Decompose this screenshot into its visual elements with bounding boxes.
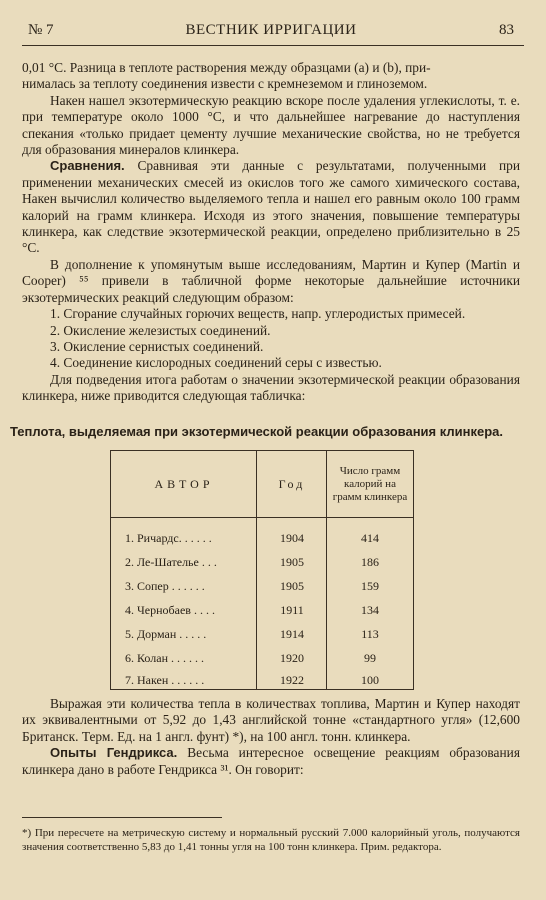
row-author: 5. Дорман . . . . .	[125, 627, 207, 641]
row-year: 1911	[280, 603, 304, 617]
row-value: 134	[361, 603, 379, 617]
paragraph-7-text: Весьма интересное освещение реакциям образования клинкера дано в работе Гендрикса ³¹. Он говорит:	[22, 745, 520, 777]
table-row	[111, 603, 413, 627]
table-row	[111, 627, 413, 651]
footnote: *) При пересчете на метрическую систему и нормальный русский 7.000 калорийный уголь, получаются значения соответственно 5,83 до 1,41 тонны угля на 100 тонн клинкера. Прим. редактора.	[22, 827, 520, 853]
row-author: 4. Чернобаев . . . .	[125, 603, 215, 617]
body-text-after-table	[22, 696, 520, 778]
list-item: 2. Окисление железистых соединений.	[50, 322, 271, 338]
header-value: Число грамм калорий на грамм клинкера	[332, 464, 408, 503]
row-year: 1922	[280, 673, 304, 687]
table-row	[111, 579, 413, 603]
row-value: 100	[361, 673, 379, 687]
paragraph-1-line-2: нималась за теплоту соединения извести с кремнеземом и глиноземом.	[22, 76, 428, 92]
table-row	[111, 651, 413, 675]
paragraph-1-line-1: 0,01 °C. Разница в теплоте растворения между образцами (a) и (b), при-	[22, 60, 431, 75]
footnote-rule	[22, 817, 222, 818]
table-title: Теплота, выделяемая при экзотермической реакции образования клинкера.	[10, 424, 504, 439]
row-year: 1914	[280, 627, 304, 641]
list-item: 3. Окисление сернистых соединений.	[50, 338, 264, 354]
paragraph-4: В дополнение к упомянутым выше исследованиям, Мартин и Купер (Martin и Cooper) ⁵⁵ привели в табличной форме некоторые дальнейшие источники экзотермических реакций следующим образом:	[22, 256, 520, 305]
row-value: 159	[361, 579, 379, 593]
row-year: 1904	[280, 531, 304, 545]
row-author: 7. Накен . . . . . .	[125, 673, 205, 687]
row-author: 3. Сопер . . . . . .	[125, 579, 205, 593]
header-author: АВТОР	[154, 476, 214, 491]
body-text	[22, 60, 520, 405]
heat-table	[110, 450, 414, 690]
row-author: 1. Ричардс. . . . . .	[125, 531, 212, 545]
row-year: 1920	[280, 651, 304, 665]
row-value: 99	[364, 651, 376, 665]
paragraph-7	[22, 745, 520, 778]
header-year: Год	[278, 476, 306, 491]
list-item: 4. Соединение кислородных соединений серы с известью.	[50, 355, 382, 371]
table-row	[111, 673, 413, 697]
row-author: 2. Ле-Шателье . . .	[125, 555, 217, 569]
issue-number: № 7	[28, 22, 54, 38]
paragraph-2: Накен нашел экзотермическую реакцию вскоре после удаления углекислоты, т. е. при температуре около 1000 °C, и что дальнейшее нагревание до наступления спекания «только придает цементу лучшие механические свойства, но не требуется для образования минералов клинкера.	[22, 92, 520, 158]
header-divider	[111, 517, 413, 518]
paragraph-5: Для подведения итога работам о значении экзотермической реакции образования клинкера, ниже приводится следующая табличка:	[22, 371, 520, 404]
paragraph-3-text: Сравнивая эти данные с результатами, полученными при применении механических смесей из окислов того же самого химического состава, Накен вычислил количество выделяемого тепла и нашел его равным около 100 грамм калорий на грамм клинкера. Исходя из этого значения, повышение температуры клинкера, как следствие экзотермической реакции, определено приблизительно в 25 °C.	[22, 158, 520, 256]
paragraph-6: Выражая эти количества тепла в количествах топлива, Мартин и Купер находят их эквивалентными от 5,92 до 1,43 английской тонне «стандартного угля» (12,600 Британск. Терм. Ед. на 1 англ. фунт) *), на 100 англ. тонн. клинкера.	[22, 696, 520, 744]
table-row	[111, 555, 413, 579]
page-header	[28, 22, 514, 42]
header-rule	[22, 45, 524, 46]
row-value: 414	[361, 531, 379, 545]
side-heading-hendricks: Опыты Гендрикса.	[50, 745, 178, 761]
row-year: 1905	[280, 579, 304, 593]
row-year: 1905	[280, 555, 304, 569]
row-value: 113	[361, 627, 379, 641]
page-number: 83	[499, 22, 514, 38]
row-value: 186	[361, 555, 379, 569]
paragraph-3	[22, 158, 520, 256]
table-row	[111, 531, 413, 555]
journal-title: ВЕСТНИК ИРРИГАЦИИ	[185, 22, 357, 38]
list-item: 1. Сгорание случайных горючих веществ, напр. углеродистых примесей.	[50, 306, 466, 322]
side-heading-comparisons: Сравнения.	[50, 158, 125, 174]
row-author: 6. Колан . . . . . .	[125, 651, 204, 665]
